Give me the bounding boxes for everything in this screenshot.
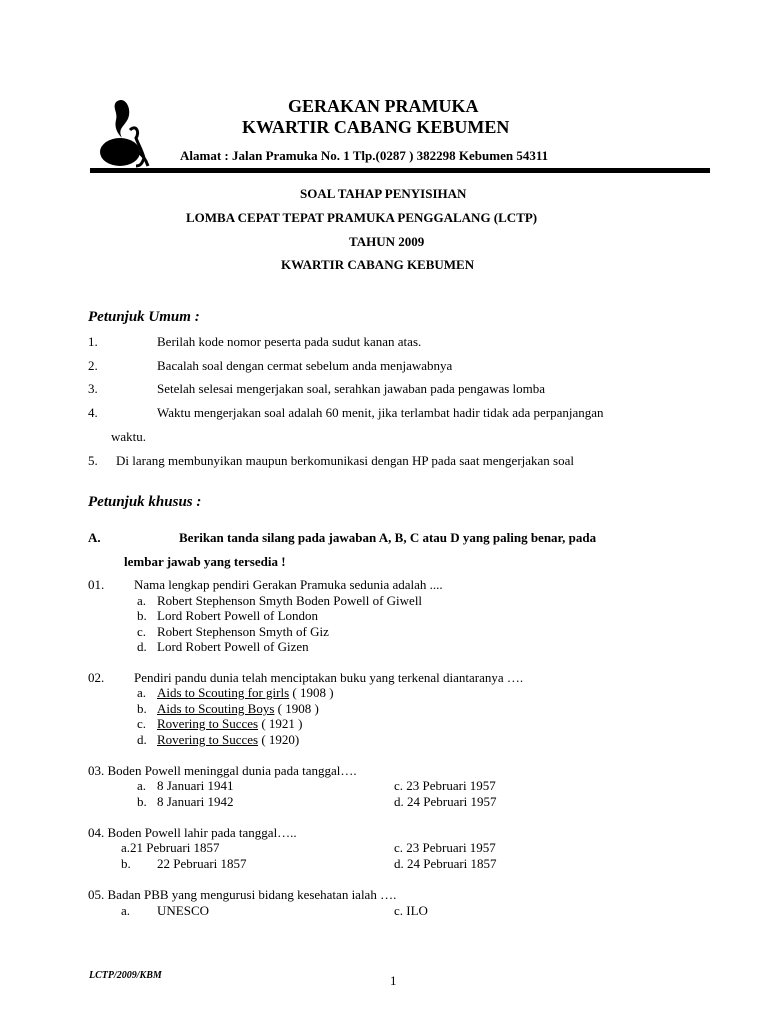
option-text: c. 23 Pebruari 1957 [394,778,496,793]
question-text: Pendiri pandu dunia telah menciptakan buku yang terkenal diantaranya …. [134,670,524,685]
option-text: 8 Januari 1941 [157,778,234,793]
option-label: a. [121,903,131,918]
title-line-4: KWARTIR CABANG KEBUMEN [281,257,475,272]
question-number: 02. [88,670,105,685]
general-item-num: 5. [88,453,98,468]
question-number: 01. [88,577,105,592]
general-item-num: 2. [88,358,98,373]
option-text: c. ILO [394,903,428,918]
option-text: a.21 Pebruari 1857 [121,840,220,855]
address: Alamat : Jalan Pramuka No. 1 Tlp.(0287 ) 382298 Kebumen 54311 [180,148,549,163]
question-text: 05. Badan PBB yang mengurusi bidang kesehatan ialah …. [88,887,397,902]
option-text: Robert Stephenson Smyth Boden Powell of Giwell [157,593,423,608]
section-letter: A. [88,530,101,545]
option-label: c. [137,624,147,639]
option-label: a. [137,593,147,608]
question-text: Nama lengkap pendiri Gerakan Pramuka sedunia adalah .... [134,577,443,592]
option-text: Robert Stephenson Smyth of Giz [157,624,329,639]
title-line-2: LOMBA CEPAT TEPAT PRAMUKA PENGGALANG (LCTP) [186,210,538,225]
option-text: d. 24 Pebruari 1957 [394,794,497,809]
footer-code: LCTP/2009/KBM [89,970,162,981]
option-label: b. [121,856,131,871]
option-book [157,732,299,748]
option-text: c. 23 Pebruari 1957 [394,840,496,855]
option-label: c. [137,716,147,731]
general-item-num: 1. [88,334,98,349]
book-title: Rovering to Succes [157,716,259,731]
general-item-num: 4. [88,405,98,420]
option-text: UNESCO [157,903,210,918]
general-item-text: Waktu mengerjakan soal adalah 60 menit, jika terlambat hadir tidak ada perpanjangan [157,405,604,420]
general-item-text: Berilah kode nomor peserta pada sudut kanan atas. [157,334,422,349]
option-text: d. 24 Pebruari 1857 [394,856,497,871]
option-label: a. [137,685,147,700]
general-item-num: 3. [88,381,98,396]
page-number: 1 [390,973,397,988]
section-instruction: Berikan tanda silang pada jawaban A, B, C atau D yang paling benar, pada [179,530,597,545]
title-line-3: TAHUN 2009 [349,234,425,249]
branch-name: KWARTIR CABANG KEBUMEN [242,117,510,137]
option-book [157,716,303,732]
book-title: Rovering to Succes [157,732,259,747]
question-text: 04. Boden Powell lahir pada tanggal….. [88,825,297,840]
tunas-kelapa-logo [96,94,154,170]
option-book [157,685,334,701]
option-label: b. [137,701,147,716]
option-text: Lord Robert Powell of Gizen [157,639,309,654]
option-book [157,701,319,717]
option-label: a. [137,778,147,793]
title-line-1: SOAL TAHAP PENYISIHAN [300,186,467,201]
book-year: ( 1908 ) [289,685,334,700]
special-heading: Petunjuk khusus : [88,494,202,510]
header-rule [90,168,710,173]
book-title: Aids to Scouting Boys [157,701,275,716]
option-text: 22 Pebruari 1857 [157,856,247,871]
general-item-text: Setelah selesai mengerjakan soal, serahkan jawaban pada pengawas lomba [157,381,546,396]
option-label: b. [137,794,147,809]
org-name: GERAKAN PRAMUKA [288,96,479,116]
option-text: 8 Januari 1942 [157,794,234,809]
option-text: Lord Robert Powell of London [157,608,319,623]
option-label: d. [137,732,147,747]
general-item-continuation: waktu. [111,429,147,444]
book-year: ( 1908 ) [274,701,319,716]
option-label: b. [137,608,147,623]
general-item-text: Di larang membunyikan maupun berkomunikasi dengan HP pada saat mengerjakan soal [116,453,575,468]
option-label: d. [137,639,147,654]
question-text: 03. Boden Powell meninggal dunia pada tanggal…. [88,763,357,778]
book-title: Aids to Scouting for girls [157,685,290,700]
book-year: ( 1920) [258,732,300,747]
book-year: ( 1921 ) [258,716,303,731]
general-heading: Petunjuk Umum : [88,309,200,325]
general-item-text: Bacalah soal dengan cermat sebelum anda menjawabnya [157,358,453,373]
section-instruction-continuation: lembar jawab yang tersedia ! [124,554,286,569]
